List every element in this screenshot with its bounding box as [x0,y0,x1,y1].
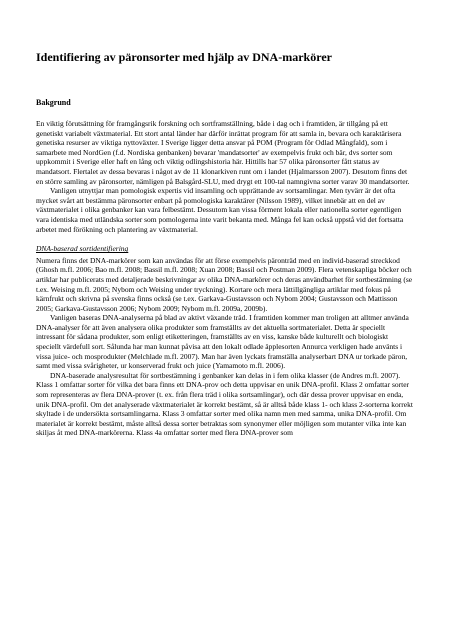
subsection-heading: DNA-baserad sortidentifiering [36,244,129,254]
paragraph: Numera finns det DNA-markörer som kan användas för att förse exempelvis päronträd med en individ-baserad streckkod (Ghosh m.fl. 2006; Bao m.fl. 2008; Bassil m.fl. 2008; Xuan 2008; Bassil och Postman 2009). Flera vetenskapliga böcker och artiklar har publicerats med detaljerade beskrivningar av olika DNA-markörer och deras användbarhet för sortbestämning (se t.ex. Weising m.fl. 2005; Nybom och Weising under tryckning). Kortare och mera lättillgängliga artiklar med fokus på kärnfrukt och skrivna på svenska finns också (se t.ex. Garkava-Gustavsson och Nybom 2004; Gustavsson och Mattisson 2005; Garkava-Gustavsson 2006; Nybom 2009; Nybom m.fl. 2009a, 2009b). [36,255,413,313]
paragraph: Vanligen baseras DNA-analyserna på blad av aktivt växande träd. I framtiden kommer man troligen att alltmer använda DNA-analyser för att även analysera olika produkter som framställts av det aktuella sortmaterialet. Detta är speciellt intressant för sådana produkter, som enligt etiketteringen, framställts av en viss, kanske både kulturellt och biologiskt speciellt värdefull sort. Sålunda har man kunnat påvisa att den lokalt odlade äpplesorten Annurca verkligen hade använts i vissa juice- och mosprodukter (Melchlade m.fl. 2007). Man har även lyckats framställa analyserbart DNA ur torkade päron, samt med vissa svårigheter, ur konserverad frukt och juice (Yamamoto m.fl. 2006). [36,313,409,371]
section-heading-bakgrund: Bakgrund [36,98,71,107]
paragraph: En viktig förutsättning för framgångsrik forskning och sortframställning, både i dag och i framtiden, är tillgång på ett genetiskt variabelt växtmaterial. Ett stort antal länder har därför inrättat program för att samla in, bevara och karaktärisera genetiska resurser av viktiga nyttoväxter. I Sverige ligger detta ansvar på POM (Program för Odlad Mångfald), som i samarbete med NordGen (f.d. Nordiska genbanken) bevarar 'mandatsorter' av exempelvis frukt och bär, dvs sorter som uppkommit i Sverige eller haft en lång och viktig odlingshistoria här. Hittills har 57 olika päronsorter fått status av mandatsort. Flertalet av dessa bevaras i något av de 11 klonarkiven runt om i landet (Hjalmarsson 2007). Desutom finns det en större samling av päronsorter, nämligen på Balsgård-SLU, med drygt ett 100-tal namngivna sorter varav 30 mandatsorter. [36,119,410,186]
paragraph: Vanligen utnyttjar man pomologisk expertis vid insamling och upprättande av sortsamlingar. Men tyvärr är det ofta mycket svårt att bestämma päronsorter enbart på pomologiska karaktärer (Nilsson 1989), vilket innebär att en del av växtmaterialet i olika genbanker kan vara felbestämt. Dessutom kan vissa förment lokala eller nationella sorter egentligen vara identiska med utländska sorter som pomologerna inte varit bekanta med. Många fel kan också uppstå vid det fortsatta arbetet med förökning och plantering av växtmaterial. [36,186,404,234]
document-title: Identifiering av päronsorter med hjälp av DNA-markörer [36,50,332,64]
paragraph: DNA-baserade analysresultat för sortbestämning i genbanker kan delas in i fem olika klasser (de Andres m.fl. 2007). Klass 1 omfattar sorter för vilka det bara finns ett DNA-prov och detta uppvisar en unik DNA-profil. Klass 2 omfattar sorter som representeras av flera DNA-prover (t. ex. från flera träd i olika sortsamlingar), och där dessa prover uppvisar en enda, unik DNA-profil. Om det analyserade växtmaterialet är korrekt bestämt, så är alltså både klass 1- och klass 2-sorterna korrekt skyltade i de undersökta sortsamlingarna. Klass 3 omfattar sorter med olika namn men med samma, unika DNA-profil. Om materialet är korrekt bestämt, måste alltså dessa sorter betraktas som synonymer eller möjligen som mutanter vilka inte kan skiljas åt med DNA-markörerna. Klass 4a omfattar sorter med flera DNA-prover som [36,370,413,438]
